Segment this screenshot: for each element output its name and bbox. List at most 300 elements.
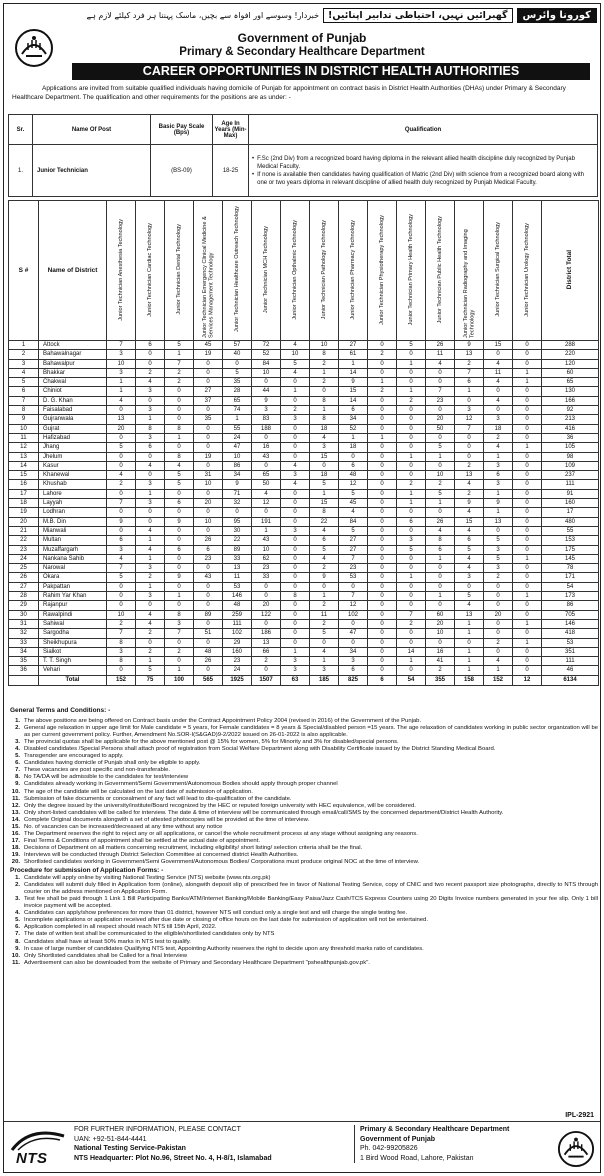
row-vacancy-count: 0: [223, 508, 252, 517]
term-text: The above positions are being offered on Contract basis under the Contract Appointment Policy 2004 (revised in 2016) of the Government of the Punjab.: [24, 718, 422, 725]
row-vacancy-count: 4: [107, 396, 136, 405]
row-vacancy-count: 5: [165, 480, 194, 489]
row-sno: 28: [9, 592, 39, 601]
row-vacancy-count: 0: [513, 610, 542, 619]
district-table-header: [9, 201, 599, 341]
row-vacancy-count: 0: [397, 554, 426, 563]
row-vacancy-count: 0: [513, 461, 542, 470]
post-header-name: Name Of Post: [33, 115, 151, 145]
row-vacancy-count: 4: [484, 359, 513, 368]
psh-address: 1 Bird Wood Road, Lahore, Pakistan: [360, 1154, 474, 1162]
row-vacancy-count: 95: [223, 517, 252, 526]
procedure-number: 5.: [15, 917, 20, 924]
row-sno: 29: [9, 601, 39, 610]
row-vacancy-count: 0: [513, 480, 542, 489]
career-banner: CAREER OPPORTUNITIES IN DISTRICT HEALTH AUTHORITIES: [72, 63, 590, 80]
row-sno: 5: [9, 378, 39, 387]
procedure-number: 9.: [15, 945, 20, 952]
row-vacancy-count: 0: [397, 629, 426, 638]
term-text: Interviews will be conducted through District Selection Committee at concerned district Health Authorities.: [24, 851, 299, 858]
row-vacancy-count: 5: [484, 536, 513, 545]
row-vacancy-count: 53: [339, 573, 368, 582]
row-vacancy-count: 0: [252, 582, 281, 591]
row-vacancy-count: 0: [165, 601, 194, 610]
term-number: 1.: [15, 718, 20, 725]
row-vacancy-count: 4: [455, 480, 484, 489]
term-number: 13.: [11, 809, 20, 816]
row-vacancy-count: 0: [194, 359, 223, 368]
table-row: [9, 619, 599, 628]
row-vacancy-count: 0: [368, 480, 397, 489]
row-vacancy-count: 4: [310, 554, 339, 563]
row-vacancy-count: 10: [252, 545, 281, 554]
urdu-warning: خبردار! وسوسے اور افواہ سے بچیں، ماسک پہننا ہر فرد کیلئے لازم ہے: [86, 10, 320, 20]
row-district-total: 60: [542, 368, 599, 377]
row-vacancy-count: 60: [426, 610, 455, 619]
table-row: [9, 638, 599, 647]
row-vacancy-count: 0: [107, 582, 136, 591]
row-vacancy-count: 2: [281, 406, 310, 415]
row-sno: 25: [9, 564, 39, 573]
row-vacancy-count: 20: [107, 424, 136, 433]
table-row: [9, 647, 599, 656]
header-post-label: Junior Technician Physiotherapy Technology: [378, 214, 385, 325]
row-vacancy-count: 2: [310, 378, 339, 387]
row-vacancy-count: 1: [339, 359, 368, 368]
psh-contact: [354, 1125, 554, 1163]
total-blank: [9, 675, 39, 685]
bullet-icon: •: [252, 171, 255, 178]
row-vacancy-count: 0: [513, 350, 542, 359]
row-district-name: Khushab: [39, 480, 107, 489]
row-vacancy-count: 5: [107, 443, 136, 452]
term-item: [10, 789, 598, 796]
row-vacancy-count: 0: [281, 629, 310, 638]
row-vacancy-count: 26: [426, 517, 455, 526]
total-count: 565: [194, 675, 223, 685]
row-vacancy-count: 9: [310, 573, 339, 582]
row-district-total: 288: [542, 341, 599, 350]
row-vacancy-count: 0: [339, 452, 368, 461]
total-count: 1925: [223, 675, 252, 685]
row-vacancy-count: 65: [252, 471, 281, 480]
row-district-total: 146: [542, 619, 599, 628]
table-row: [9, 387, 599, 396]
row-vacancy-count: 28: [223, 387, 252, 396]
row-district-total: 213: [542, 415, 599, 424]
row-vacancy-count: 4: [455, 508, 484, 517]
row-vacancy-count: 1: [513, 619, 542, 628]
row-vacancy-count: 0: [397, 508, 426, 517]
term-item: [10, 760, 598, 767]
row-vacancy-count: 0: [107, 666, 136, 675]
row-vacancy-count: 4: [136, 378, 165, 387]
row-vacancy-count: 0: [368, 341, 397, 350]
row-vacancy-count: 0: [136, 396, 165, 405]
row-vacancy-count: 6: [339, 406, 368, 415]
row-vacancy-count: 0: [513, 601, 542, 610]
procedure-number: 1.: [15, 875, 20, 882]
procedure-number: 7.: [15, 931, 20, 938]
term-item: [10, 725, 598, 739]
row-vacancy-count: 55: [223, 424, 252, 433]
row-district-name: Bhakkar: [39, 368, 107, 377]
table-row: [9, 526, 599, 535]
row-vacancy-count: 1: [310, 657, 339, 666]
row-vacancy-count: 8: [310, 350, 339, 359]
row-vacancy-count: 0: [484, 406, 513, 415]
row-district-name: Multan: [39, 536, 107, 545]
table-row: [9, 341, 599, 350]
row-vacancy-count: 1: [426, 554, 455, 563]
row-vacancy-count: 1: [310, 406, 339, 415]
row-vacancy-count: 2: [368, 387, 397, 396]
row-vacancy-count: 0: [165, 396, 194, 405]
row-vacancy-count: 0: [281, 554, 310, 563]
row-vacancy-count: 0: [368, 657, 397, 666]
row-district-name: Mianwali: [39, 526, 107, 535]
row-vacancy-count: 11: [223, 573, 252, 582]
row-vacancy-count: 26: [194, 657, 223, 666]
row-vacancy-count: 0: [165, 415, 194, 424]
row-sno: 10: [9, 424, 39, 433]
row-vacancy-count: 0: [136, 350, 165, 359]
psh-government: Government of Punjab: [360, 1135, 436, 1143]
terms-section: [10, 704, 598, 967]
row-vacancy-count: 3: [397, 536, 426, 545]
post-age: 18-25: [213, 145, 249, 197]
row-district-name: Hafizabad: [39, 433, 107, 442]
row-vacancy-count: 1: [426, 592, 455, 601]
row-vacancy-count: 186: [252, 629, 281, 638]
row-district-total: 153: [542, 536, 599, 545]
row-vacancy-count: 0: [194, 564, 223, 573]
row-vacancy-count: 0: [513, 536, 542, 545]
procedure-text: In case of large number of candidates Qualifying NTS test, Appointing Authority reserves the right to decide upon any threshold marks ratio of candidates.: [24, 945, 424, 952]
table-row: [9, 415, 599, 424]
row-sno: 14: [9, 461, 39, 470]
row-vacancy-count: 13: [252, 638, 281, 647]
row-vacancy-count: 5: [165, 341, 194, 350]
row-sno: 22: [9, 536, 39, 545]
row-vacancy-count: 2: [310, 601, 339, 610]
row-vacancy-count: 6: [426, 545, 455, 554]
row-vacancy-count: 1: [165, 666, 194, 675]
row-vacancy-count: 0: [136, 517, 165, 526]
procedure-number: 10.: [11, 952, 20, 959]
row-vacancy-count: 1: [281, 647, 310, 656]
row-vacancy-count: 0: [368, 368, 397, 377]
row-vacancy-count: 23: [194, 554, 223, 563]
row-vacancy-count: 15: [455, 517, 484, 526]
row-vacancy-count: 5: [455, 545, 484, 554]
nts-contact-line: FOR FURTHER INFORMATION, PLEASE CONTACT: [74, 1126, 241, 1133]
row-district-name: Lodhran: [39, 508, 107, 517]
row-vacancy-count: 48: [194, 647, 223, 656]
row-vacancy-count: 0: [194, 638, 223, 647]
row-vacancy-count: 0: [194, 378, 223, 387]
row-vacancy-count: 0: [368, 471, 397, 480]
procedure-text: Candidate will apply online by visiting National Testing Service (NTS) website (www.nts.org.pk): [24, 875, 271, 882]
row-vacancy-count: 0: [194, 406, 223, 415]
post-header-age: Age In Years (Min-Max): [213, 115, 249, 145]
row-vacancy-count: 0: [368, 415, 397, 424]
header-post-column: [281, 201, 310, 341]
row-vacancy-count: 6: [339, 666, 368, 675]
row-sno: 24: [9, 554, 39, 563]
row-vacancy-count: 89: [194, 610, 223, 619]
row-vacancy-count: 0: [165, 638, 194, 647]
row-vacancy-count: 3: [281, 666, 310, 675]
row-vacancy-count: 10: [194, 480, 223, 489]
row-vacancy-count: 1: [310, 489, 339, 498]
table-row: [9, 601, 599, 610]
total-count: 152: [484, 675, 513, 685]
row-sno: 6: [9, 387, 39, 396]
table-row: [9, 517, 599, 526]
row-vacancy-count: 47: [339, 629, 368, 638]
header-sno: S #: [9, 201, 39, 341]
term-text: No. of vacancies can be increased/decreased at any time without any notice: [24, 823, 223, 830]
row-vacancy-count: 5: [165, 471, 194, 480]
header-post-label: Junior Technician Healthcare Outreach Technology: [233, 206, 240, 333]
row-district-name: Sahiwal: [39, 619, 107, 628]
row-vacancy-count: 3: [136, 592, 165, 601]
row-vacancy-count: 0: [107, 592, 136, 601]
row-vacancy-count: 0: [107, 601, 136, 610]
table-row: [9, 396, 599, 405]
row-vacancy-count: 71: [223, 489, 252, 498]
row-vacancy-count: 0: [513, 526, 542, 535]
total-count: 63: [281, 675, 310, 685]
row-vacancy-count: 0: [252, 461, 281, 470]
row-vacancy-count: 0: [310, 638, 339, 647]
row-vacancy-count: 3: [484, 564, 513, 573]
row-vacancy-count: 5: [339, 526, 368, 535]
row-vacancy-count: 3: [107, 368, 136, 377]
row-vacancy-count: 2: [484, 573, 513, 582]
row-vacancy-count: 0: [513, 499, 542, 508]
row-vacancy-count: 31: [194, 471, 223, 480]
procedure-text: Application completed in all respect should reach NTS till 15th April, 2022.: [24, 924, 217, 931]
row-vacancy-count: 34: [223, 471, 252, 480]
row-vacancy-count: 41: [426, 657, 455, 666]
row-vacancy-count: 7: [339, 554, 368, 563]
row-district-name: Okara: [39, 573, 107, 582]
header-post-label: Junior Technician Dental Technology: [175, 224, 182, 315]
row-vacancy-count: 5: [455, 592, 484, 601]
row-vacancy-count: 16: [252, 443, 281, 452]
row-vacancy-count: 2: [165, 368, 194, 377]
term-item: [10, 739, 598, 746]
row-vacancy-count: 52: [252, 350, 281, 359]
row-vacancy-count: 35: [194, 415, 223, 424]
row-vacancy-count: 0: [397, 471, 426, 480]
row-vacancy-count: 2: [397, 480, 426, 489]
header-post-column: [252, 201, 281, 341]
term-number: 11.: [12, 795, 20, 802]
row-vacancy-count: 34: [339, 647, 368, 656]
row-vacancy-count: 0: [455, 443, 484, 452]
row-vacancy-count: 0: [397, 406, 426, 415]
row-vacancy-count: 6: [136, 341, 165, 350]
row-vacancy-count: 0: [484, 582, 513, 591]
procedure-item: [10, 960, 598, 967]
header-post-column: [513, 201, 542, 341]
row-vacancy-count: 24: [223, 666, 252, 675]
table-row: [9, 582, 599, 591]
header-post-label: Junior Technician Emergency Clinical Medicine & Services Management Technology: [201, 215, 214, 338]
row-vacancy-count: 3: [107, 350, 136, 359]
row-vacancy-count: 0: [136, 359, 165, 368]
row-vacancy-count: 7: [339, 592, 368, 601]
row-vacancy-count: 0: [513, 471, 542, 480]
row-vacancy-count: 1: [107, 378, 136, 387]
procedure-item: [10, 953, 598, 960]
row-vacancy-count: 1: [513, 592, 542, 601]
row-vacancy-count: 0: [426, 582, 455, 591]
row-vacancy-count: 0: [107, 461, 136, 470]
row-district-total: 160: [542, 499, 599, 508]
row-vacancy-count: 13: [455, 471, 484, 480]
row-vacancy-count: 0: [368, 443, 397, 452]
post-header-bps: Basic Pay Scale (Bps): [151, 115, 213, 145]
term-number: 2.: [15, 725, 20, 732]
row-vacancy-count: 1: [484, 452, 513, 461]
row-vacancy-count: 10: [194, 517, 223, 526]
row-vacancy-count: 4: [107, 471, 136, 480]
row-vacancy-count: 0: [281, 499, 310, 508]
row-vacancy-count: 1: [136, 554, 165, 563]
row-vacancy-count: 5: [310, 545, 339, 554]
qualification-item: • F.Sc (2nd Div) from a recognized board having diploma in the relevant allied health discipline duly recognized by Punjab Medical Faculty.: [252, 155, 575, 170]
row-vacancy-count: 122: [252, 610, 281, 619]
row-sno: 30: [9, 610, 39, 619]
row-vacancy-count: 0: [397, 461, 426, 470]
row-vacancy-count: 1: [223, 415, 252, 424]
row-vacancy-count: 0: [513, 387, 542, 396]
row-vacancy-count: 0: [484, 526, 513, 535]
row-vacancy-count: 50: [426, 424, 455, 433]
procedure-number: 11.: [12, 959, 20, 966]
row-vacancy-count: 0: [455, 638, 484, 647]
row-district-total: 120: [542, 359, 599, 368]
row-vacancy-count: 0: [136, 452, 165, 461]
row-vacancy-count: 0: [513, 406, 542, 415]
table-row: [9, 573, 599, 582]
term-number: 20.: [11, 858, 20, 865]
row-vacancy-count: 0: [397, 592, 426, 601]
table-row: [9, 545, 599, 554]
row-vacancy-count: 2: [136, 573, 165, 582]
procedure-item: [10, 882, 598, 896]
total-count: 152: [107, 675, 136, 685]
row-district-name: Layyah: [39, 499, 107, 508]
table-row: [9, 461, 599, 470]
row-vacancy-count: 7: [397, 610, 426, 619]
row-district-total: 17: [542, 508, 599, 517]
nts-contact: [74, 1125, 344, 1163]
row-vacancy-count: 0: [281, 601, 310, 610]
row-vacancy-count: 0: [107, 526, 136, 535]
advertisement-page: [3, 3, 601, 1173]
row-vacancy-count: 0: [281, 638, 310, 647]
procedure-item: [10, 875, 598, 882]
row-vacancy-count: 3: [136, 564, 165, 573]
row-vacancy-count: 0: [368, 536, 397, 545]
row-vacancy-count: 0: [281, 443, 310, 452]
row-vacancy-count: 2: [165, 647, 194, 656]
row-vacancy-count: 13: [484, 517, 513, 526]
row-vacancy-count: 12: [339, 601, 368, 610]
row-vacancy-count: 0: [252, 378, 281, 387]
row-vacancy-count: 0: [397, 415, 426, 424]
row-vacancy-count: 3: [484, 480, 513, 489]
row-vacancy-count: 0: [107, 433, 136, 442]
row-district-name: Bahawalnagar: [39, 350, 107, 359]
row-vacancy-count: 0: [368, 554, 397, 563]
header-post-label: Junior Technician MCH Technology: [262, 225, 269, 314]
row-vacancy-count: 0: [194, 424, 223, 433]
total-count: 158: [455, 675, 484, 685]
table-row: [9, 424, 599, 433]
row-vacancy-count: 1: [455, 647, 484, 656]
row-vacancy-count: 0: [281, 573, 310, 582]
row-vacancy-count: 0: [194, 526, 223, 535]
row-vacancy-count: 1: [107, 387, 136, 396]
row-vacancy-count: 0: [513, 359, 542, 368]
row-district-name: Nankana Sahib: [39, 554, 107, 563]
row-vacancy-count: 3: [281, 415, 310, 424]
header-post-label: Junior Technician Pathology Technology: [320, 219, 327, 320]
row-vacancy-count: 0: [252, 508, 281, 517]
row-vacancy-count: 1: [339, 433, 368, 442]
row-vacancy-count: 13: [455, 350, 484, 359]
row-vacancy-count: 8: [310, 396, 339, 405]
row-vacancy-count: 6: [484, 471, 513, 480]
row-vacancy-count: 1: [513, 368, 542, 377]
procedure-number: 8.: [15, 938, 20, 945]
row-district-name: Jhelum: [39, 452, 107, 461]
header-post-column: [223, 201, 252, 341]
header-post-label: Junior Technician Opthalmic Technology: [291, 219, 298, 320]
row-vacancy-count: 0: [426, 433, 455, 442]
row-district-total: 92: [542, 406, 599, 415]
row-vacancy-count: 48: [223, 601, 252, 610]
row-vacancy-count: 188: [252, 424, 281, 433]
row-vacancy-count: 2: [455, 359, 484, 368]
row-vacancy-count: 4: [484, 443, 513, 452]
row-vacancy-count: 18: [310, 424, 339, 433]
total-label: Total: [39, 675, 107, 685]
row-vacancy-count: 3: [165, 619, 194, 628]
row-district-name: Khanewal: [39, 471, 107, 480]
row-vacancy-count: 1: [136, 415, 165, 424]
row-vacancy-count: 0: [513, 508, 542, 517]
row-vacancy-count: 9: [455, 341, 484, 350]
row-vacancy-count: 0: [368, 452, 397, 461]
total-count: 6134: [542, 675, 599, 685]
row-vacancy-count: 2: [455, 461, 484, 470]
row-vacancy-count: 4: [281, 368, 310, 377]
row-vacancy-count: 0: [165, 406, 194, 415]
row-vacancy-count: 6: [107, 536, 136, 545]
row-vacancy-count: 7: [107, 564, 136, 573]
row-vacancy-count: 8: [165, 610, 194, 619]
row-vacancy-count: 0: [513, 396, 542, 405]
row-vacancy-count: 0: [165, 387, 194, 396]
row-vacancy-count: 18: [484, 424, 513, 433]
